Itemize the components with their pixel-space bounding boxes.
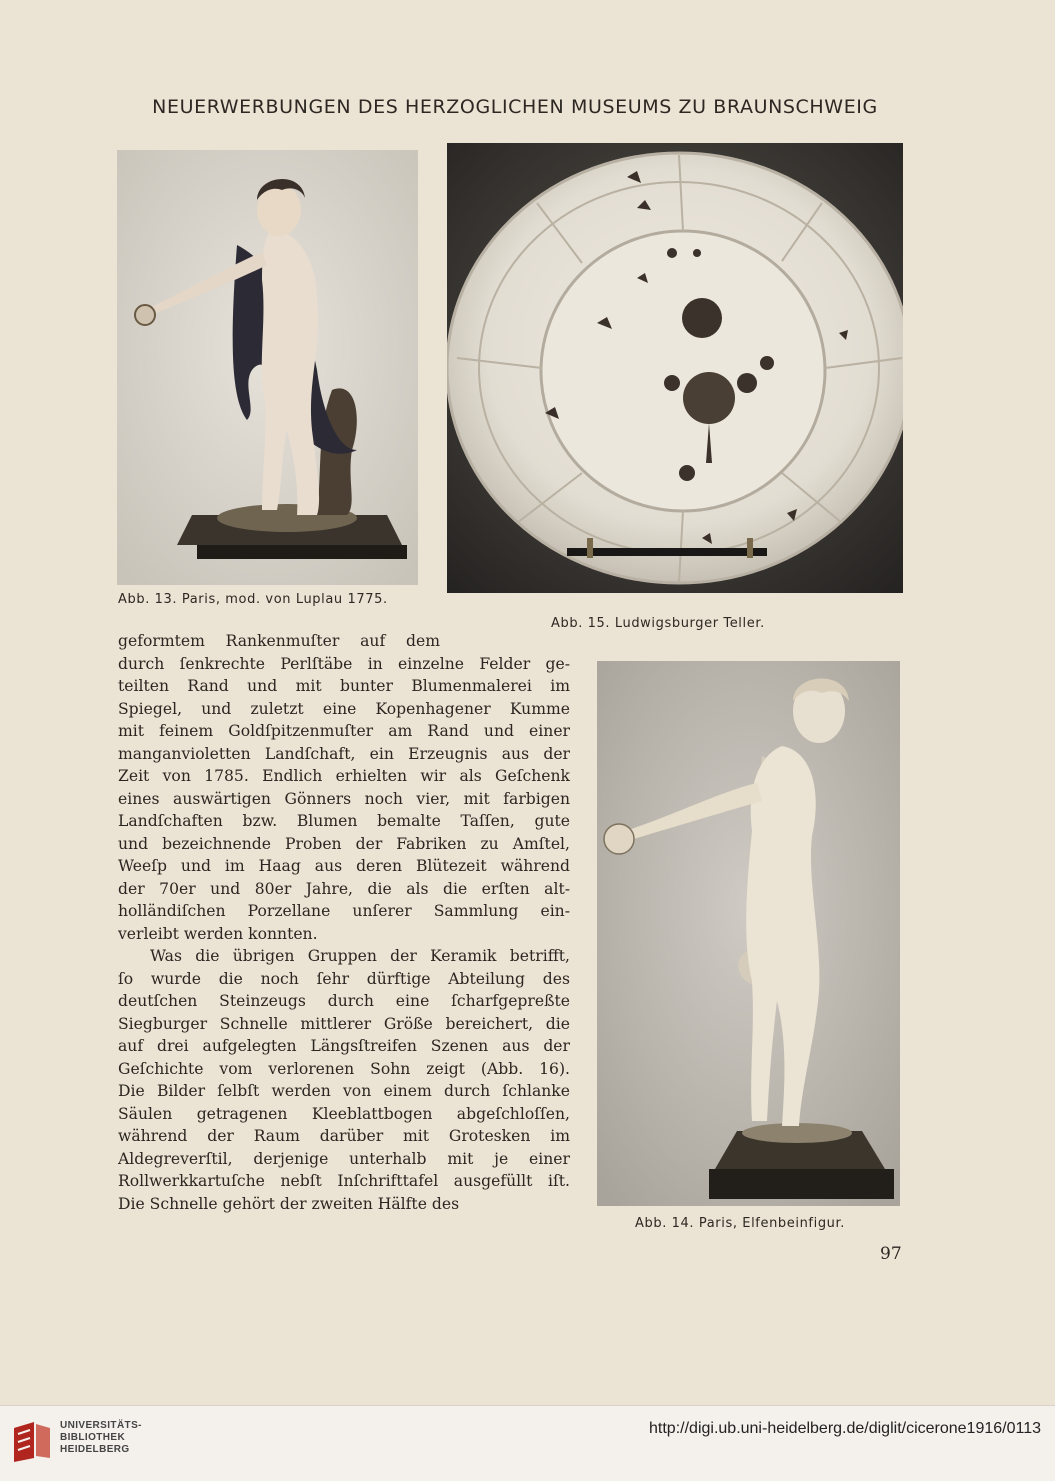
- source-url-link[interactable]: http://digi.ub.uni-heidelberg.de/diglit/cicerone1916/0113: [649, 1420, 1041, 1437]
- text-line: der 70er und 80er Jahre, die als die erſten alt-: [118, 879, 570, 898]
- text-line: Siegburger Schnelle mittlerer Größe bereichert, die: [118, 1014, 570, 1033]
- text-line: durch ſenkrechte Perlſtäbe in einzelne Felder ge-: [118, 654, 570, 673]
- text-line: Die Bilder ſelbſt werden von einem durch ſchlanke: [118, 1082, 570, 1100]
- footer-bar: [0, 1405, 1055, 1481]
- figure-15-caption: Abb. 15. Ludwigsburger Teller.: [551, 616, 765, 631]
- text-line: Die Schnelle gehört der zweiten Hälfte des: [118, 1194, 460, 1213]
- library-name: UNIVERSITÄTS- BIBLIOTHEK HEIDELBERG: [60, 1420, 142, 1455]
- text-line: Säulen getragenen Kleeblattbogen abgeſchloſſen,: [118, 1104, 570, 1123]
- figure-15-photo: [447, 143, 903, 593]
- text-line: deutſchen Steinzeugs durch eine ſcharfgepreßte: [118, 992, 570, 1010]
- text-line: und bezeichnende Proben der Fabriken zu Amſtel,: [118, 834, 570, 853]
- text-line: verleibt werden konnten.: [118, 924, 318, 943]
- page-number: 97: [880, 1244, 902, 1264]
- text-line: Zeit von 1785. Endlich erhielten wir als Geſchenk: [118, 767, 570, 785]
- text-line: Aldegreverſtil, derjenige unterhalb mit je einer: [118, 1149, 570, 1168]
- paragraph-2: [118, 945, 570, 1215]
- text-line: manganvioletten Landſchaft, ein Erzeugnis aus der: [118, 744, 570, 763]
- body-text: [118, 630, 570, 1215]
- text-line: Geſchichte vom verlorenen Sohn zeigt (Abb. 16).: [118, 1059, 570, 1078]
- text-line: auf drei aufgelegten Längsſtreifen Szenen aus der: [118, 1037, 570, 1055]
- figure-14-photo: [597, 661, 900, 1206]
- figure-14-caption: Abb. 14. Paris, Elfenbeinfigur.: [635, 1216, 845, 1231]
- text-line: Rollwerkkartuſche nebſt Inſchrifttafel ausgefüllt iſt.: [118, 1172, 570, 1190]
- text-line: Was die übrigen Gruppen der Keramik betrifft,: [150, 947, 570, 965]
- text-line: ſo wurde die noch ſehr dürftige Abteilung des: [118, 969, 570, 988]
- text-line: eines auswärtigen Gönners noch vier, mit farbigen: [118, 789, 570, 808]
- text-line: Landſchaften bzw. Blumen bemalte Taſſen, gute: [118, 812, 570, 830]
- figure-13-photo: [117, 150, 418, 585]
- running-header: NEUERWERBUNGEN DES HERZOGLICHEN MUSEUMS ZU BRAUNSCHWEIG: [152, 96, 878, 118]
- text-line: während der Raum darüber mit Grotesken im: [118, 1127, 570, 1145]
- text-line: teilten Rand und mit bunter Blumenmalerei im: [118, 677, 570, 695]
- library-logo-icon: [8, 1418, 54, 1464]
- figure-13-caption: Abb. 13. Paris, mod. von Luplau 1775.: [118, 592, 388, 607]
- text-line: mit feinem Goldſpitzenmuſter am Rand und einer: [118, 722, 570, 740]
- text-line: holländiſchen Porzellane unſerer Sammlung ein-: [118, 902, 570, 920]
- paragraph-1: [118, 630, 570, 945]
- text-line: geformtem Rankenmuſter auf dem: [118, 632, 440, 650]
- text-line: Weeſp und im Haag aus deren Blütezeit während: [118, 857, 570, 875]
- text-line: Spiegel, und zuletzt eine Kopenhagener Kumme: [118, 699, 570, 718]
